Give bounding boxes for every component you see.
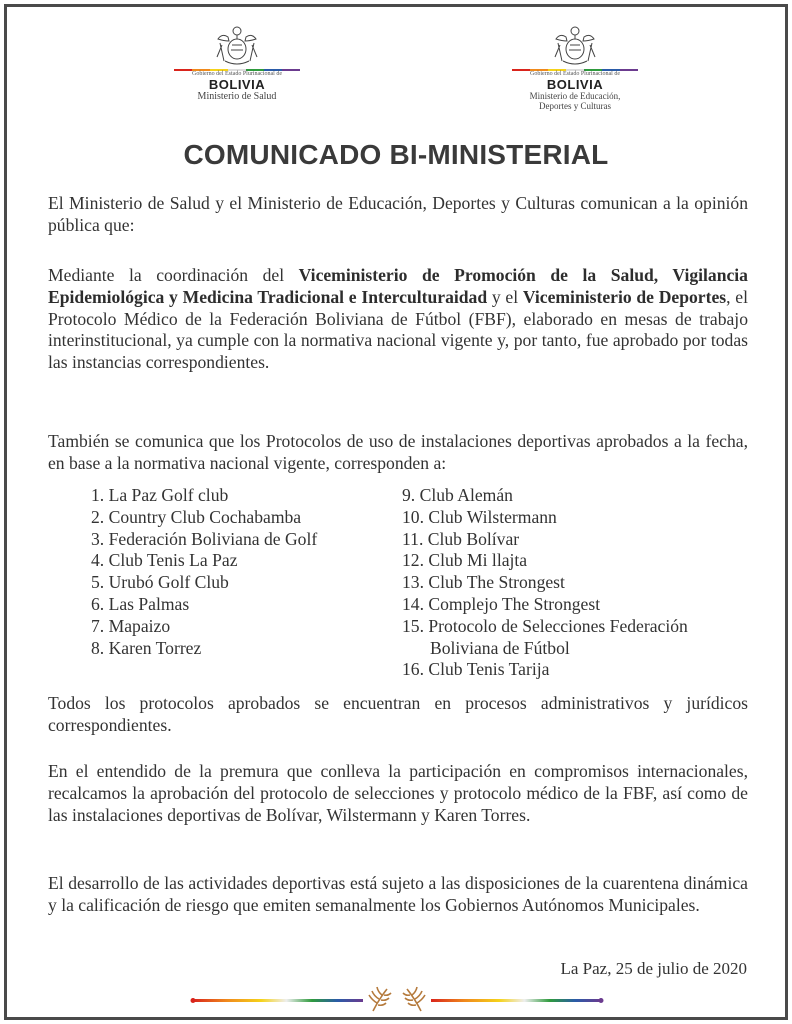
text: y el [487,286,523,307]
wiphala-line-left [191,998,364,1003]
list-item: 15. Protocolo de Selecciones Federación [402,615,688,636]
state-line: Gobierno del Estado Plurinacional de [192,71,282,77]
wiphala-line-right [431,998,604,1003]
logo-ministerio-educacion [500,23,650,111]
state-line: Gobierno del Estado Plurinacional de [530,71,620,77]
list-item: 3. Federación Boliviana de Golf [91,528,318,549]
list-item: 10. Club Wilstermann [402,506,557,527]
paragraph-protocols-intro: También se comunica que los Protocolos de uso de instalaciones deportivas aprobados a la fecha, en base a la normativa nacional vigente, corresponden a: [48,431,748,473]
intro-paragraph: El Ministerio de Salud y el Ministerio de Educación, Deportes y Culturas comunican a la opinión pública que: [48,193,748,235]
list-item: 8. Karen Torrez [91,637,202,658]
wheat-icon [369,987,425,1011]
paragraph-administrative: Todos los protocolos aprobados se encuentran en procesos administrativos y jurídicos correspondientes. [48,693,748,735]
paragraph-quarantine: El desarrollo de las actividades deportivas está sujeto a las disposiciones de la cuarentena dinámica y la calificación de riesgo que emiten semanalmente los Gobiernos Autónomos Municipales. [48,873,748,915]
logo-ministerio-salud [162,23,312,102]
document-date: La Paz, 25 de julio de 2020 [560,959,747,978]
paragraph-protocol-fbf [48,265,748,374]
protocol-list-left [91,485,391,659]
bold-viceministry-health: Viceministerio de Promoción de la Salud, Vigilancia Epidemiológica y Medicina Tradicional e Interculturaidad [48,265,748,307]
document-page [4,4,788,1020]
list-item: 12. Club Mi llajta [402,550,528,571]
list-item-continuation: Boliviana de Fútbol [430,637,570,658]
list-item: 7. Mapaizo [91,615,171,636]
list-item: 16. Club Tenis Tarija [402,659,550,680]
coat-of-arms-icon [214,23,260,67]
ministry-name-line-1: Ministerio de Educación, [529,91,621,101]
list-item: 1. La Paz Golf club [91,485,229,505]
list-item: 11. Club Bolívar [402,528,520,549]
list-item: 2. Country Club Cochabamba [91,506,302,527]
protocol-list-right [402,485,752,681]
footer-ornament [187,983,607,1015]
text: , el Protocolo Médico de la Federación Boliviana de Fútbol (FBF), elaborado en mesas de trabajo interinstitucional, ya cumple con la normativa nacional vigente y, por tanto, fue aprobado por todas las instancias correspondientes. [48,286,748,373]
list-item: 9. Club Alemán [402,485,513,505]
list-item: 4. Club Tenis La Paz [91,550,238,571]
coat-of-arms-icon [552,23,598,67]
country-name: BOLIVIA [546,77,604,92]
country-name: BOLIVIA [208,77,266,92]
bold-viceministry-sports: Viceministerio de Deportes [522,286,727,307]
list-item: 6. Las Palmas [91,593,190,614]
ministry-name: Ministerio de Salud [197,91,277,102]
list-item: 5. Urubó Golf Club [91,572,229,593]
ministry-name-line-2: Deportes y Culturas [539,101,611,111]
list-item: 13. Club The Strongest [402,572,565,593]
page-title: COMUNICADO BI-MINISTERIAL [183,139,609,170]
list-item: 14. Complejo The Strongest [402,593,601,614]
paragraph-international: En el entendido de la premura que conlleva la participación en compromisos internacionales, recalcamos la aprobación del protocolo de selecciones y protocolo médico de la FBF, así como de las instalaciones deportivas de Bolívar, Wilstermann y Karen Torres. [48,761,748,825]
text: Mediante la coordinación del [48,265,299,285]
